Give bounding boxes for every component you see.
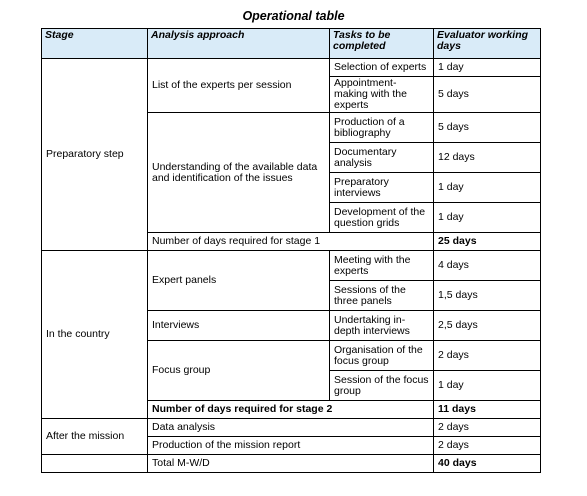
stage-total-label: Number of days required for stage 2 (148, 401, 434, 419)
days-cell: 4 days (434, 251, 541, 281)
approach-cell: Production of the mission report (148, 437, 434, 455)
days-cell: 5 days (434, 77, 541, 113)
table-row (42, 59, 541, 77)
task-cell: Meeting with the experts (330, 251, 434, 281)
operational-table (41, 28, 541, 473)
table-row (42, 419, 541, 437)
grand-total-row (42, 455, 541, 473)
days-cell: 2 days (434, 419, 541, 437)
task-cell: Selection of experts (330, 59, 434, 77)
days-cell: 5 days (434, 113, 541, 143)
days-cell: 2 days (434, 341, 541, 371)
table-caption: Operational table (242, 9, 345, 23)
task-cell: Production of a bibliography (330, 113, 434, 143)
stage-total-label: Number of days required for stage 1 (148, 233, 434, 251)
task-cell: Organisation of the focus group (330, 341, 434, 371)
days-cell: 12 days (434, 143, 541, 173)
days-cell: 1 day (434, 173, 541, 203)
header-approach: Analysis approach (148, 29, 330, 59)
stage-cell: In the country (42, 251, 148, 419)
header-stage: Stage (42, 29, 148, 59)
table-row (42, 251, 541, 281)
grand-total-days: 40 days (434, 455, 541, 473)
header-row (42, 29, 541, 59)
task-cell: Preparatory interviews (330, 173, 434, 203)
stage-cell: After the mission (42, 419, 148, 455)
approach-cell: List of the experts per session (148, 59, 330, 113)
task-cell: Documentary analysis (330, 143, 434, 173)
grand-total-label: Total M-W/D (148, 455, 434, 473)
days-cell: 1 day (434, 203, 541, 233)
task-cell: Session of the focus group (330, 371, 434, 401)
approach-cell: Data analysis (148, 419, 434, 437)
approach-cell: Focus group (148, 341, 330, 401)
days-cell: 1,5 days (434, 281, 541, 311)
header-tasks: Tasks to be completed (330, 29, 434, 59)
days-cell: 2,5 days (434, 311, 541, 341)
stage-total-days: 25 days (434, 233, 541, 251)
stage-cell: Preparatory step (42, 59, 148, 251)
approach-cell: Understanding of the available data and identification of the issues (148, 113, 330, 233)
approach-cell: Interviews (148, 311, 330, 341)
approach-cell: Expert panels (148, 251, 330, 311)
task-cell: Sessions of the three panels (330, 281, 434, 311)
days-cell: 1 day (434, 371, 541, 401)
task-cell: Development of the question grids (330, 203, 434, 233)
days-cell: 1 day (434, 59, 541, 77)
days-cell: 2 days (434, 437, 541, 455)
task-cell: Appointment-making with the experts (330, 77, 434, 113)
header-days: Evaluator working days (434, 29, 541, 59)
empty-cell (42, 455, 148, 473)
stage-total-days: 11 days (434, 401, 541, 419)
task-cell: Undertaking in-depth interviews (330, 311, 434, 341)
